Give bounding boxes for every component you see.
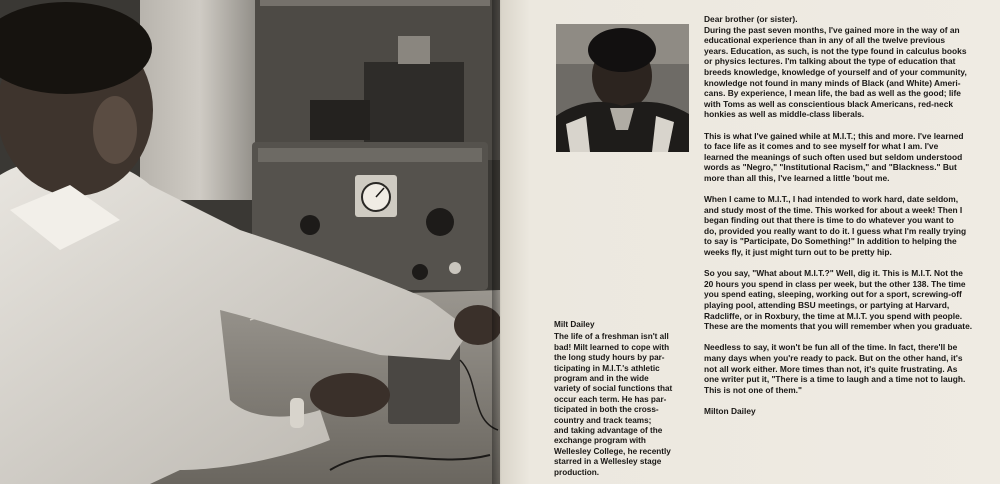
letter-paragraph: This is what I've gained while at M.I.T.; this and more. I've learned to face life as it comes and to see myself for what I am. I've learned the meanings of such often used but seldom understood words as "Negro," "Institutional Racism," and "Blackness." But more than all this, I've learned a little 'bout me. xyxy=(704,130,964,183)
knob xyxy=(412,264,428,280)
photo-caption xyxy=(554,320,700,478)
portrait-photo xyxy=(556,24,689,152)
hand xyxy=(310,373,390,417)
knob xyxy=(300,215,320,235)
right-page xyxy=(500,0,1000,484)
oscilloscope-unit xyxy=(364,62,464,142)
letter-paragraph: So you say, "What about M.I.T.?" Well, dig it. This is M.I.T. Not the 20 hours you spend in class per week, but the other 138. The time you spend eating, sleeping, working out for a sport, screwing-off playing pool, attending BSU meetings, or partying at Harvard, Radcliffe, or in Roxbury, the time at M.I.T. you spend with people. These are the moments that you will remember when you graduate. xyxy=(704,268,973,332)
letter-salutation: Dear brother (or sister). xyxy=(704,14,798,24)
caption-name: Milt Dailey xyxy=(554,320,595,329)
caption-body: The life of a freshman isn't all bad! Milt learned to cope with the long study hours by par- ticipating in M.I.T.'s athletic program and in the wide variety of social functions that occur each term. He has par- ticipated in both the cross- country and track teams; and taking advantage of the exchange program with Wellesley College, he recently starred in a Wellesley stage production. xyxy=(554,332,673,477)
knob xyxy=(426,208,454,236)
letter-signature: Milton Dailey xyxy=(704,405,756,416)
portrait-image xyxy=(556,24,689,152)
wall-panel xyxy=(140,0,260,200)
letter-paragraph: During the past seven months, I've gained more in the way of an educational experience than in any of all the twelve previous years. Education, as such, is not the type found in calculus books or physics lectures. I'm talking about the type of education that breeds knowledge, knowledge of yourself and of your community, knowledge not found in many minds of Black (and White) Ameri- cans. By experience, I mean life, the bad as well as the good; life with Toms as well as conscientious black Americans, red-neck honkies as well as middle-class liberals. xyxy=(704,24,967,120)
letter-text xyxy=(704,14,986,427)
wristwatch xyxy=(290,398,304,428)
letter-paragraph: Needless to say, it won't be fun all of the time. In fact, there'll be many days when you're ready to pack. But on the other hand, it's not all work either. More times than not, it's quite frustrating. As one writer put it, "There is a time to laugh and a time not to laugh. This is not one of them." xyxy=(704,342,966,395)
letter-paragraph: When I came to M.I.T., I had intended to work hard, date seldom, and study most of the time. This worked for about a week! Then I began finding out that there is time to do whatever you want to do, provided you really want to do it. I guess what I'm really trying to say is "Participate, Do Something!" In addition to helping the weeks fly, it just might turn out to be pretty hip. xyxy=(704,194,967,258)
